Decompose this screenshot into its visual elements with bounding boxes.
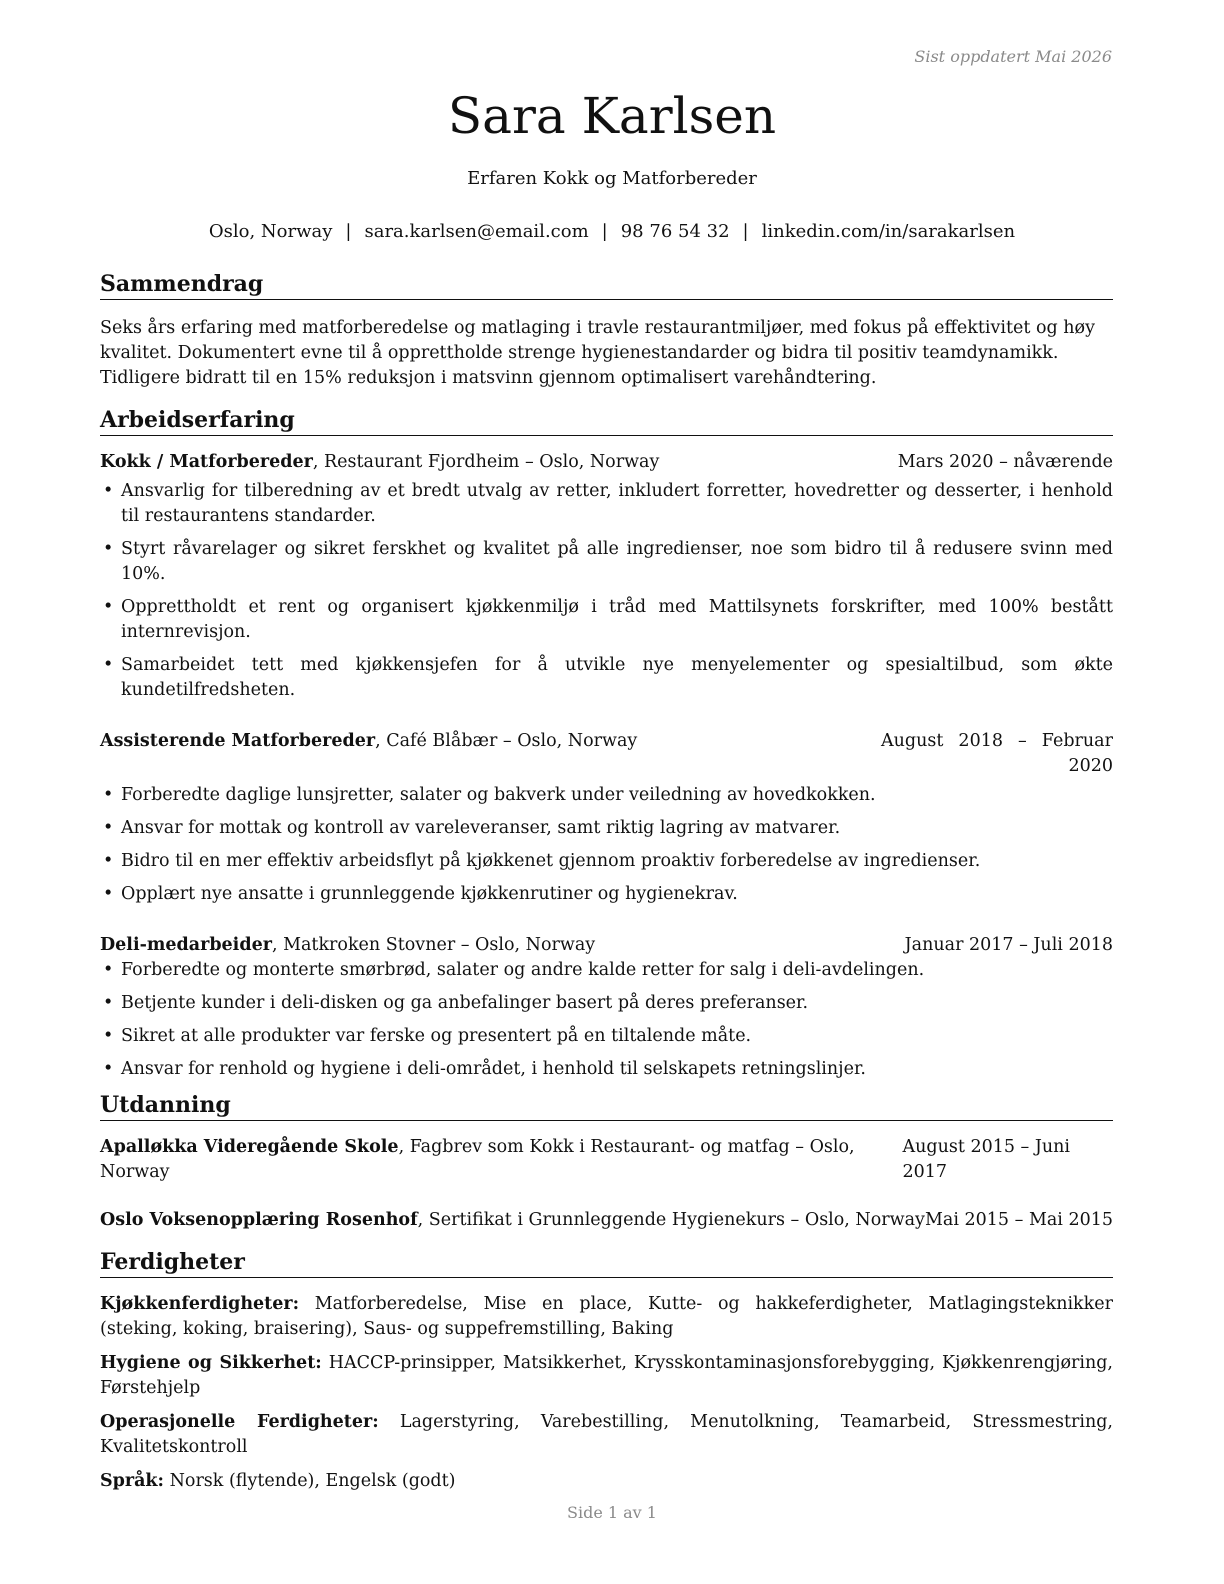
job-dates: August 2018 – Februar 2020 xyxy=(881,731,1113,776)
education-entry xyxy=(100,1208,1113,1233)
list-item: • Bidro til en mer effektiv arbeidsflyt på kjøkkenet gjennom proaktiv forberedelse av ingredienser. xyxy=(100,849,1113,874)
job-header xyxy=(100,933,1113,958)
bullet-icon: • xyxy=(103,597,114,617)
list-item: • Forberedte og monterte smørbrød, salater og andre kalde retter for salg i deli-avdelingen. xyxy=(100,958,1113,983)
contact-phone: 98 76 54 32 xyxy=(620,221,730,242)
summary-text: Seks års erfaring med matforberedelse og matlaging i travle restaurantmiljøer, med fokus på effektivitet og høy kvalitet. Dokumentert evne til å opprettholde strenge hygienestandarder og bidra til positiv teamdynamikk. Tidligere bidratt til en 15% reduksjon i matsvinn gjennom optimalisert varehåndtering. xyxy=(100,318,1095,388)
skill-label: Hygiene og Sikkerhet: xyxy=(100,1353,322,1373)
contact-separator: | xyxy=(345,221,352,242)
list-item: • Betjente kunder i deli-disken og ga anbefalinger basert på deres preferanser. xyxy=(100,991,1113,1016)
bullet-icon: • xyxy=(103,960,114,980)
education-section xyxy=(100,1090,1113,1233)
skill-row xyxy=(100,1292,1113,1342)
bullet-icon: • xyxy=(103,1059,114,1079)
bullet-icon: • xyxy=(103,818,114,838)
page-number: Side 1 av 1 xyxy=(567,1503,657,1522)
job-dates: Mars 2020 – nåværende xyxy=(897,452,1113,472)
bullet-icon: • xyxy=(103,1026,114,1046)
job-entry xyxy=(100,729,1113,907)
skill-row xyxy=(100,1410,1113,1460)
education-detail: , Sertifikat i Grunnleggende Hygienekurs – Oslo, Norway xyxy=(417,1210,925,1230)
bullet-icon: • xyxy=(103,785,114,805)
job-entry xyxy=(100,933,1113,1082)
section-heading-skills: Ferdigheter xyxy=(100,1247,1113,1278)
list-item: • Styrt råvarelager og sikret ferskhet og kvalitet på alle ingredienser, noe som bidro til å redusere svinn med 10%. xyxy=(103,539,1113,584)
bullet-icon: • xyxy=(103,481,114,501)
education-detail: , Fagbrev som Kokk i Restaurant- og matfag – Oslo, Norway xyxy=(100,1137,855,1182)
list-item: • Forberedte daglige lunsjretter, salater og bakverk under veiledning av hovedkokken. xyxy=(100,783,1113,808)
headline: Erfaren Kokk og Matforbereder xyxy=(467,168,757,189)
job-header xyxy=(100,450,1113,475)
job-org: , Matkroken Stovner – Oslo, Norway xyxy=(271,935,596,955)
bullet-icon: • xyxy=(103,993,114,1013)
list-item: • Sikret at alle produkter var ferske og presentert på en tiltalende måte. xyxy=(100,1024,1113,1049)
skill-text: HACCP-prinsipper, Matsikkerhet, Krysskontaminasjonsforebygging, Kjøkkenrengjøring, Førstehjelp xyxy=(100,1353,1113,1398)
contact-email[interactable]: sara.karlsen@email.com xyxy=(364,221,589,242)
skill-label: Kjøkkenferdigheter: xyxy=(100,1294,300,1314)
skill-text: Norsk (flytende), Engelsk (godt) xyxy=(164,1471,456,1491)
skill-label: Operasjonelle Ferdigheter: xyxy=(100,1412,379,1432)
skill-row xyxy=(100,1351,1113,1401)
education-school: Apalløkka Videregående Skole xyxy=(100,1137,399,1157)
education-dates: August 2015 – Juni 2017 xyxy=(902,1137,1071,1182)
bullet-icon: • xyxy=(103,539,114,559)
job-header xyxy=(100,729,1113,779)
job-org: , Restaurant Fjordheim – Oslo, Norway xyxy=(312,452,660,472)
person-name: Sara Karlsen xyxy=(447,87,777,145)
job-title: Deli-medarbeider xyxy=(100,935,272,955)
contact-linkedin[interactable]: linkedin.com/in/sarakarlsen xyxy=(761,221,1016,242)
experience-section xyxy=(100,405,1113,1082)
list-item: • Opprettholdt et rent og organisert kjøkkenmiljø i tråd med Mattilsynets forskrifter, med 100% bestått internrevisjon. xyxy=(103,597,1113,642)
education-dates: Mai 2015 – Mai 2015 xyxy=(925,1210,1113,1230)
bullet-icon: • xyxy=(103,851,114,871)
job-entry xyxy=(100,450,1113,703)
section-heading-education: Utdanning xyxy=(100,1090,1113,1121)
list-item: • Ansvar for renhold og hygiene i deli-området, i henhold til selskapets retningslinjer. xyxy=(100,1057,1113,1082)
list-item: • Ansvarlig for tilberedning av et bredt utvalg av retter, inkludert forretter, hovedretter og desserter, i henhold til restaurantens standarder. xyxy=(103,481,1113,526)
bullet-icon: • xyxy=(103,884,114,904)
summary-section xyxy=(100,269,1113,391)
section-heading-experience: Arbeidserfaring xyxy=(100,405,1113,436)
bullet-icon: • xyxy=(103,655,114,675)
skills-section xyxy=(100,1247,1113,1494)
resume-content xyxy=(100,269,1113,1494)
job-title: Assisterende Matforbereder xyxy=(100,731,376,751)
contact-location: Oslo, Norway xyxy=(208,221,333,242)
contact-separator: | xyxy=(601,221,608,242)
list-item: • Opplært nye ansatte i grunnleggende kjøkkenrutiner og hygienekrav. xyxy=(100,882,1113,907)
list-item: • Ansvar for mottak og kontroll av vareleveranser, samt riktig lagring av matvarer. xyxy=(100,816,1113,841)
skill-text: Matforberedelse, Mise en place, Kutte- og hakkeferdigheter, Matlagingsteknikker (steking, koking, braisering), Saus- og suppefremstilling, Baking xyxy=(100,1294,1113,1339)
list-item: • Samarbeidet tett med kjøkkensjefen for å utvikle nye menyelementer og spesialtilbud, som økte kundetilfredsheten. xyxy=(103,655,1113,700)
job-bullets xyxy=(100,783,1113,907)
job-dates: Januar 2017 – Juli 2018 xyxy=(904,935,1113,955)
education-school: Oslo Voksenopplæring Rosenhof xyxy=(100,1210,418,1230)
skill-text: Lagerstyring, Varebestilling, Menutolkning, Teamarbeid, Stressmestring, Kvalitetskontroll xyxy=(100,1412,1113,1457)
job-org: , Café Blåbær – Oslo, Norway xyxy=(375,731,638,751)
last-updated: Sist oppdatert Mai 2026 xyxy=(914,47,1112,66)
skill-row xyxy=(100,1469,1113,1494)
section-heading-summary: Sammendrag xyxy=(100,269,1113,300)
contact-line xyxy=(0,219,1224,245)
job-bullets xyxy=(100,479,1113,703)
education-entry xyxy=(100,1135,1113,1185)
job-bullets xyxy=(100,958,1113,1082)
job-title: Kokk / Matforbereder xyxy=(100,452,313,472)
skill-label: Språk: xyxy=(100,1471,165,1491)
contact-separator: | xyxy=(742,221,749,242)
